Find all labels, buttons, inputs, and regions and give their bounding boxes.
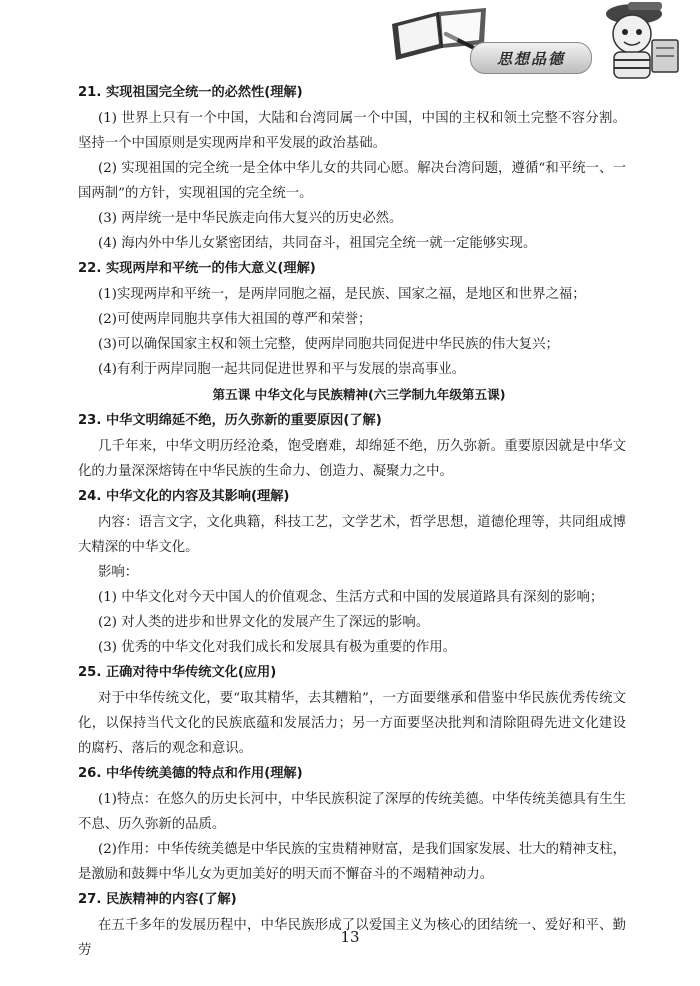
section-heading: 26. 中华传统美德的特点和作用(理解) <box>78 766 303 781</box>
paragraph: 影响： <box>98 565 139 580</box>
section-heading: 25. 正确对待中华传统文化(应用) <box>78 665 277 680</box>
paragraph: (1) 中华文化对今天中国人的价值观念、生活方式和中国的发展道路具有深刻的影响； <box>98 590 604 605</box>
paragraph: (2)作用：中华传统美德是中华民族的宝贵精神财富，是我们国家发展、壮大的精神支柱，是激励和鼓舞中华儿女为更加美好的明天而不懈奋斗的不竭精神动力。 <box>78 842 626 882</box>
paragraph: (3) 两岸统一是中华民族走向伟大复兴的历史必然。 <box>98 211 403 226</box>
paragraph: (1)实现两岸和平统一，是两岸同胞之福，是民族、国家之福，是地区和世界之福； <box>98 287 586 302</box>
paragraph: (1)特点：在悠久的历史长河中，中华民族积淀了深厚的传统美德。中华传统美德具有生生不息、历久弥新的品质。 <box>78 792 626 832</box>
section-heading: 21. 实现祖国完全统一的必然性(理解) <box>78 85 303 100</box>
page-content <box>78 80 626 963</box>
paragraph: 对于中华传统文化，要“取其精华，去其糟粕”，一方面要继承和借鉴中华民族优秀传统文化，以保持当代文化的民族底蕴和发展活力；另一方面要坚决批判和清除阻碍先进文化建设的腐朽、落后的观念和意识。 <box>78 691 626 756</box>
section-heading: 27. 民族精神的内容(了解) <box>78 892 237 907</box>
paragraph: (2)可使两岸同胞共享伟大祖国的尊严和荣誉； <box>98 312 372 327</box>
cartoon-student-icon <box>578 0 690 80</box>
paragraph: (4) 海内外中华儿女紧密团结，共同奋斗，祖国完全统一就一定能够实现。 <box>98 236 537 251</box>
paragraph: 在五千多年的发展历程中，中华民族形成了以爱国主义为核心的团结统一、爱好和平、勤劳 <box>78 918 626 958</box>
paragraph: (3)可以确保国家主权和领土完整，使两岸同胞共同促进中华民族的伟大复兴； <box>98 337 559 352</box>
section-heading: 24. 中华文化的内容及其影响(理解) <box>78 489 290 504</box>
paragraph: (2) 对人类的进步和世界文化的发展产生了深远的影响。 <box>98 615 430 630</box>
section-heading: 22. 实现两岸和平统一的伟大意义(理解) <box>78 261 316 276</box>
section-heading: 23. 中华文明绵延不绝，历久弥新的重要原因(了解) <box>78 413 382 428</box>
paragraph: 几千年来，中华文明历经沧桑，饱受磨难，却绵延不绝，历久弥新。重要原因就是中华文化的力量深深熔铸在中华民族的生命力、创造力、凝聚力之中。 <box>78 439 626 479</box>
subject-banner: 思想品德 <box>470 42 592 74</box>
paragraph: (2) 实现祖国的完全统一是全体中华儿女的共同心愿。解决台湾问题，遵循“和平统一、一国两制”的方针，实现祖国的完全统一。 <box>78 161 626 201</box>
paragraph: (1) 世界上只有一个中国，大陆和台湾同属一个中国，中国的主权和领土完整不容分割。坚持一个中国原则是实现两岸和平发展的政治基础。 <box>78 111 626 151</box>
paragraph: (4)有利于两岸同胞一起共同促进世界和平与发展的崇高事业。 <box>98 362 466 377</box>
paragraph: 内容：语言文字，文化典籍，科技工艺，文学艺术，哲学思想，道德伦理等，共同组成博大精深的中华文化。 <box>78 515 626 555</box>
page-number: 13 <box>340 928 360 946</box>
paragraph: (3) 优秀的中华文化对我们成长和发展具有极为重要的作用。 <box>98 640 456 655</box>
lesson-title: 第五课 中华文化与民族精神(六三学制九年级第五课) <box>212 387 506 402</box>
page-header <box>0 0 700 80</box>
